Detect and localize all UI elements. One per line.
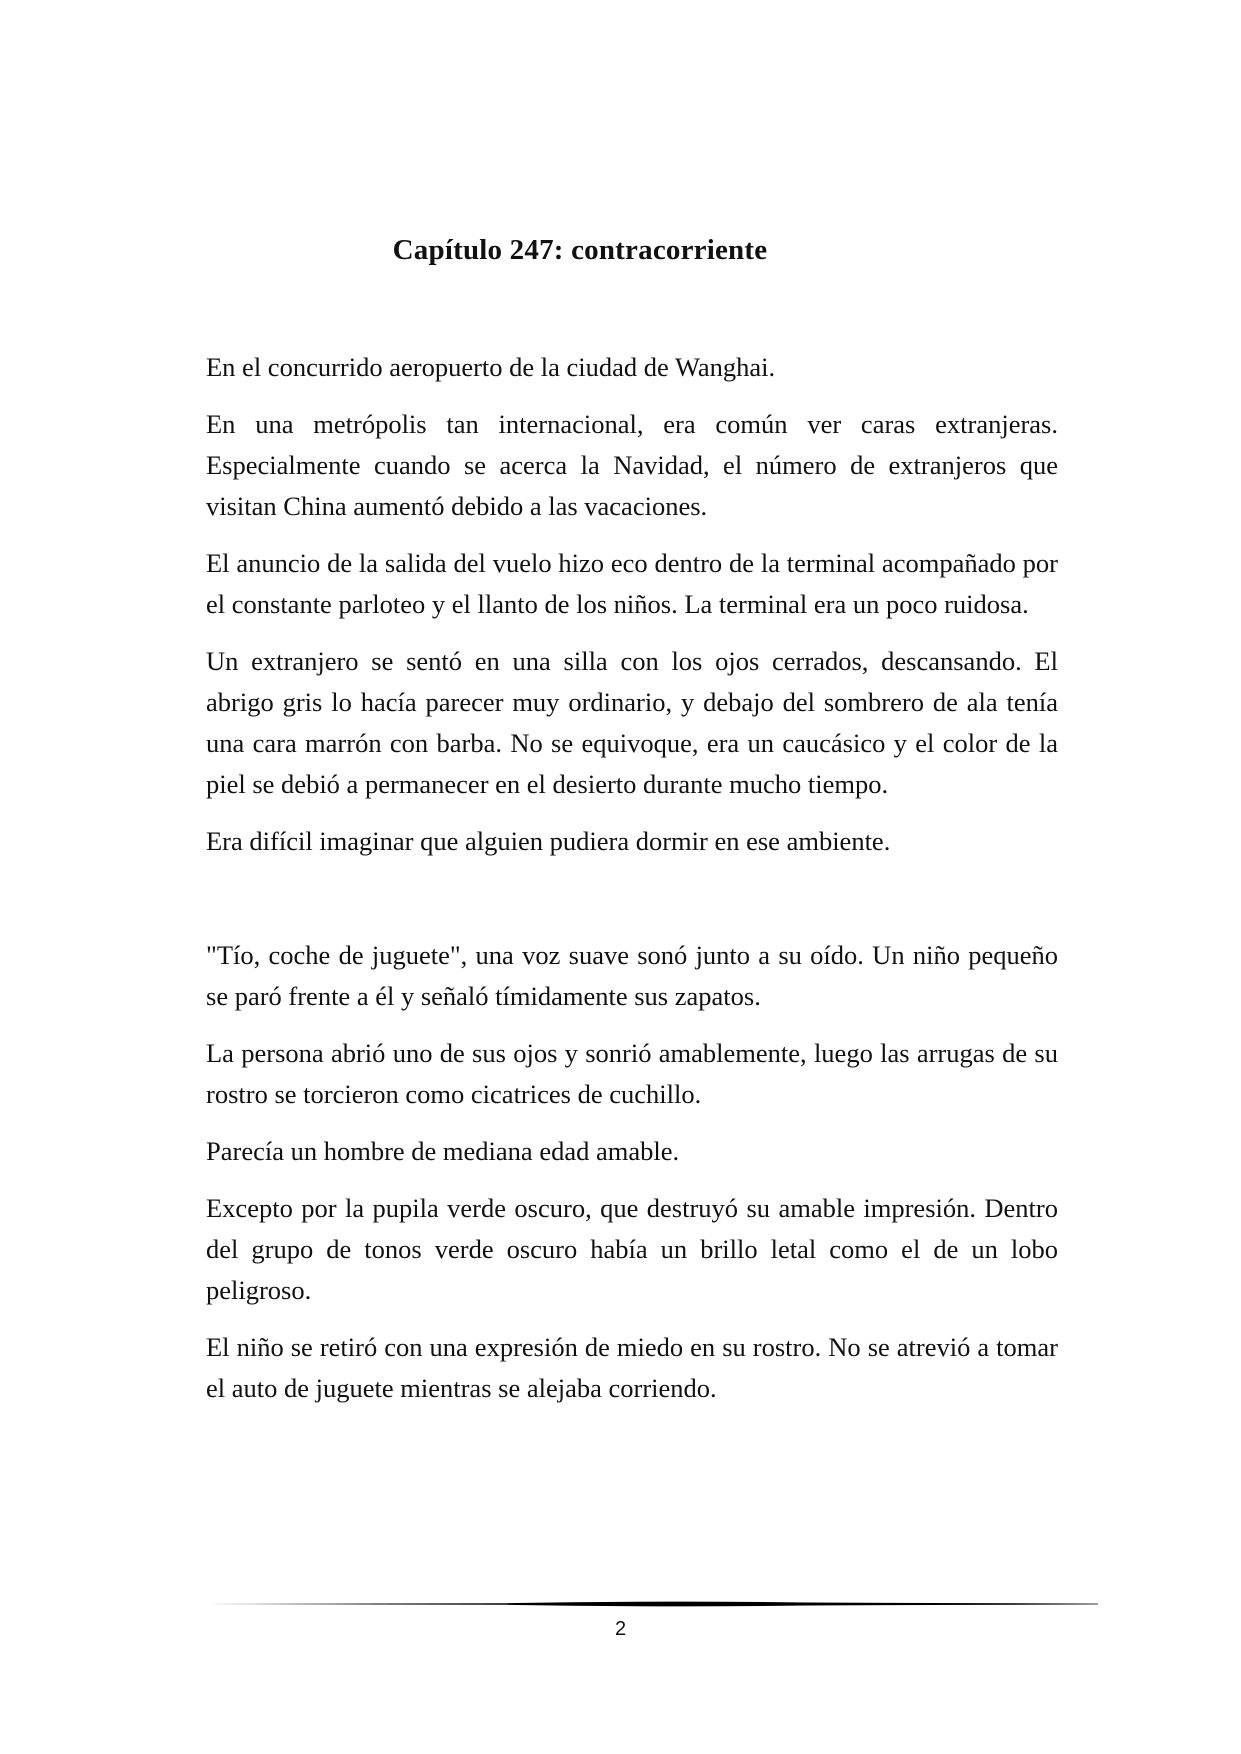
paragraph: La persona abrió uno de sus ojos y sonrió amablemente, luego las arrugas de su rostro se torcieron como cicatrices de cuchillo. <box>206 1038 1058 1109</box>
page-number: 2 <box>614 1618 627 1640</box>
paragraph: Un extranjero se sentó en una silla con los ojos cerrados, descansando. El abrigo gris lo hacía parecer muy ordinario, y debajo del sombrero de ala tenía una cara marrón con barba. No se equivoque, era un caucásico y el color de la piel se debió a permanecer en el desierto durante mucho tiempo. <box>206 646 1058 799</box>
paragraph: Era difícil imaginar que alguien pudiera dormir en ese ambiente. <box>206 826 891 856</box>
paragraph: En una metrópolis tan internacional, era común ver caras extranjeras. Especialmente cuando se acerca la Navidad, el número de extranjeros que visitan China aumentó debido a las vacaciones. <box>206 409 1058 521</box>
body-text <box>206 347 1058 1425</box>
footer-rule <box>206 1598 1098 1610</box>
paragraph: Excepto por la pupila verde oscuro, que destruyó su amable impresión. Dentro del grupo de tonos verde oscuro había un brillo letal como el de un lobo peligroso. <box>206 1193 1058 1305</box>
paragraph: El niño se retiró con una expresión de miedo en su rostro. No se atrevió a tomar el auto de juguete mientras se alejaba corriendo. <box>206 1332 1058 1403</box>
paragraph: El anuncio de la salida del vuelo hizo eco dentro de la terminal acompañado por el constante parloteo y el llanto de los niños. La terminal era un poco ruidosa. <box>206 548 1058 619</box>
chapter-title: Capítulo 247: contracorriente <box>392 234 768 266</box>
footer-rule-shape <box>206 1602 1098 1607</box>
paragraph: "Tío, coche de juguete", una voz suave sonó junto a su oído. Un niño pequeño se paró frente a él y señaló tímidamente sus zapatos. <box>206 940 1058 1011</box>
paragraph: En el concurrido aeropuerto de la ciudad de Wanghai. <box>206 352 776 382</box>
scene-break <box>206 878 1058 935</box>
paragraph: Parecía un hombre de mediana edad amable. <box>206 1136 680 1166</box>
